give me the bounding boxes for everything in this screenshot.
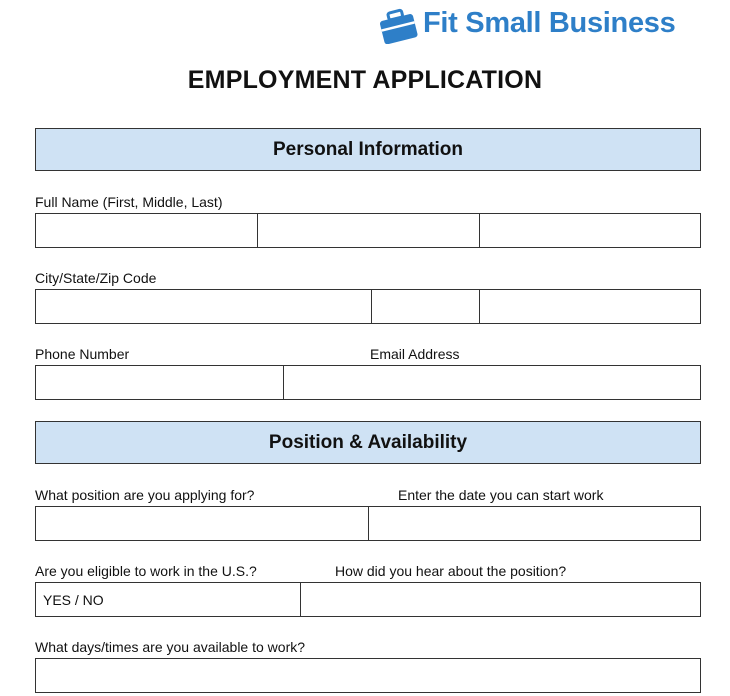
first-name-field[interactable]	[36, 214, 258, 247]
briefcase-icon	[378, 8, 420, 44]
start-date-field[interactable]	[369, 507, 700, 540]
start-date-label: Enter the date you can start work	[398, 487, 604, 503]
phone-field[interactable]	[36, 366, 284, 399]
page-title: EMPLOYMENT APPLICATION	[187, 66, 543, 94]
section-header-position	[35, 421, 701, 464]
section-title: Position & Availability	[268, 431, 468, 453]
brand-name: Fit Small Business	[423, 7, 676, 39]
full-name-row	[35, 213, 701, 248]
availability-row	[35, 658, 701, 693]
city-state-zip-row	[35, 289, 701, 324]
eligible-value: YES / NO	[43, 591, 104, 608]
zip-field[interactable]	[480, 290, 700, 323]
position-start-row	[35, 506, 701, 541]
phone-email-row	[35, 365, 701, 400]
email-field[interactable]	[284, 366, 700, 399]
full-name-label: Full Name (First, Middle, Last)	[35, 194, 223, 210]
eligible-label: Are you eligible to work in the U.S.?	[35, 563, 257, 579]
middle-name-field[interactable]	[258, 214, 480, 247]
email-label: Email Address	[370, 346, 460, 362]
availability-label: What days/times are you available to work?	[35, 639, 306, 655]
eligible-hear-row	[35, 582, 701, 617]
city-state-zip-label: City/State/Zip Code	[35, 270, 157, 286]
last-name-field[interactable]	[480, 214, 700, 247]
position-field[interactable]	[36, 507, 369, 540]
hear-about-label: How did you hear about the position?	[335, 563, 567, 579]
city-field[interactable]	[36, 290, 372, 323]
phone-label: Phone Number	[35, 346, 130, 362]
eligible-field[interactable]	[36, 583, 301, 616]
state-field[interactable]	[372, 290, 480, 323]
brand-logo	[378, 8, 420, 44]
hear-about-field[interactable]	[301, 583, 700, 616]
availability-field[interactable]	[36, 659, 700, 692]
section-title: Personal Information	[272, 138, 464, 160]
section-header-personal	[35, 128, 701, 171]
position-label: What position are you applying for?	[35, 487, 255, 503]
